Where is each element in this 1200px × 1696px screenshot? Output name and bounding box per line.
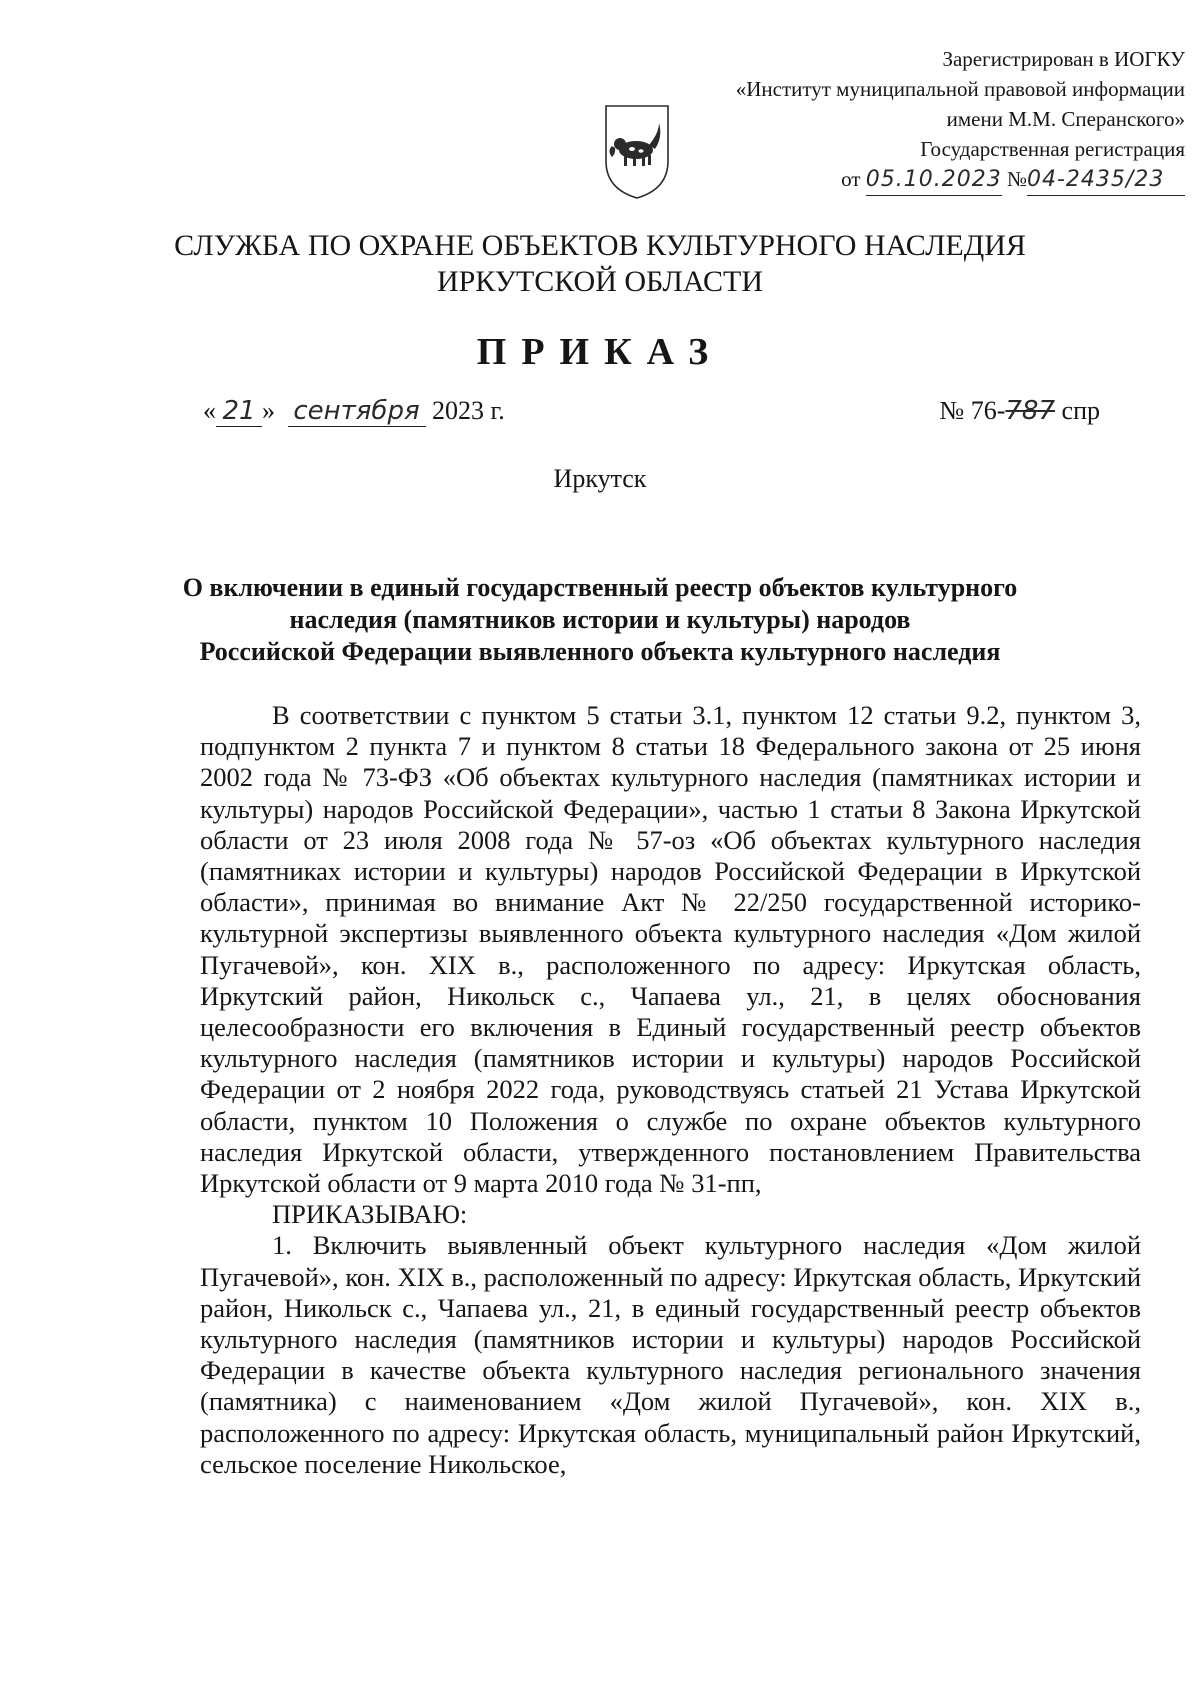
irkutsk-coat-of-arms-icon bbox=[603, 103, 671, 201]
subject-line-1: О включении в единый государственный реестр объектов культурного bbox=[182, 573, 1018, 602]
date-close-quote: » bbox=[262, 396, 275, 425]
document-type: ПРИКАЗ bbox=[476, 331, 724, 373]
registration-number: 04-2435/23 bbox=[1027, 165, 1185, 196]
date-month: сентября bbox=[288, 396, 426, 427]
order-number-suffix: спр bbox=[1061, 396, 1100, 425]
order-word: ПРИКАЗЫВАЮ: bbox=[272, 1199, 468, 1230]
order-number-value: 787 bbox=[1005, 396, 1056, 426]
order-date bbox=[203, 396, 505, 427]
registration-from-label: от bbox=[841, 167, 861, 191]
agency-name-line-1: СЛУЖБА ПО ОХРАНЕ ОБЪЕКТОВ КУЛЬТУРНОГО НАСЛЕДИЯ bbox=[174, 229, 1026, 262]
subject-line-2: наследия (памятников истории и культуры) народов bbox=[289, 605, 911, 634]
body-text bbox=[200, 700, 1141, 1480]
city: Иркутск bbox=[553, 464, 647, 493]
registration-line-3: имени М.М. Сперанского» bbox=[946, 107, 1185, 131]
date-day: 21 bbox=[216, 396, 262, 427]
registration-line-1: Зарегистрирован в ИОГКУ bbox=[942, 47, 1185, 71]
subject-heading bbox=[150, 572, 1050, 668]
date-year: 2023 г. bbox=[432, 396, 505, 425]
order-item-1: 1. Включить выявленный объект культурного наследия «Дом жилой Пугачевой», кон. XIX в., расположенный по адресу: Иркутская область, Иркутский район, Никольск с., Чапаева ул., 21, в единый государственный реестр объектов культурного наследия (памятников истории и культуры) народов Российской Федерации в качестве объекта культурного наследия регионального значения (памятника) с наименованием «Дом жилой Пугачевой», кон. XIX в., расположенного по адресу: Иркутская область, муниципальный район Иркутский, сельское поселение Никольское, bbox=[200, 1230, 1141, 1479]
registration-date: 05.10.2023 bbox=[866, 165, 1002, 196]
registration-date-number bbox=[736, 164, 1185, 196]
subject-line-3: Российской Федерации выявленного объекта культурного наследия bbox=[199, 637, 1001, 666]
registration-line-2: «Институт муниципальной правовой информации bbox=[735, 77, 1185, 101]
agency-name bbox=[150, 228, 1050, 300]
registration-line-4: Государственная регистрация bbox=[920, 137, 1185, 161]
order-number-prefix: № 76- bbox=[939, 396, 1006, 425]
date-open-quote: « bbox=[203, 396, 216, 425]
preamble-paragraph: В соответствии с пунктом 5 статьи 3.1, пунктом 12 статьи 9.2, пунктом 3, подпунктом 2 пункта 7 и пунктом 8 статьи 18 Федерального закона от 25 июня 2002 года № 73-ФЗ «Об объектах культурного наследия (памятниках истории и культуры) народов Российской Федерации», частью 1 статьи 8 Закона Иркутской области от 23 июля 2008 года № 57-оз «Об объектах культурного наследия (памятниках истории и культуры) народов Российской Федерации в Иркутской области», принимая во внимание Акт № 22/250 государственной историко-культурной экспертизы выявленного объекта культурного наследия «Дом жилой Пугачевой», кон. XIX в., расположенного по адресу: Иркутская область, Иркутский район, Никольск с., Чапаева ул., 21, в целях обоснования целесообразности его включения в Единый государственный реестр объектов культурного наследия (памятников истории и культуры) народов Российской Федерации от 2 ноября 2022 года, руководствуясь статьей 21 Устава Иркутской области, пунктом 10 Положения о службе по охране объектов культурного наследия Иркутской области, утвержденного постановлением Правительства Иркутской области от 9 марта 2010 года № 31-пп, bbox=[200, 700, 1141, 1199]
registration-stamp bbox=[736, 44, 1185, 196]
order-number bbox=[939, 396, 1100, 426]
registration-number-label: № bbox=[1006, 167, 1027, 191]
agency-name-line-2: ИРКУТСКОЙ ОБЛАСТИ bbox=[436, 265, 764, 298]
